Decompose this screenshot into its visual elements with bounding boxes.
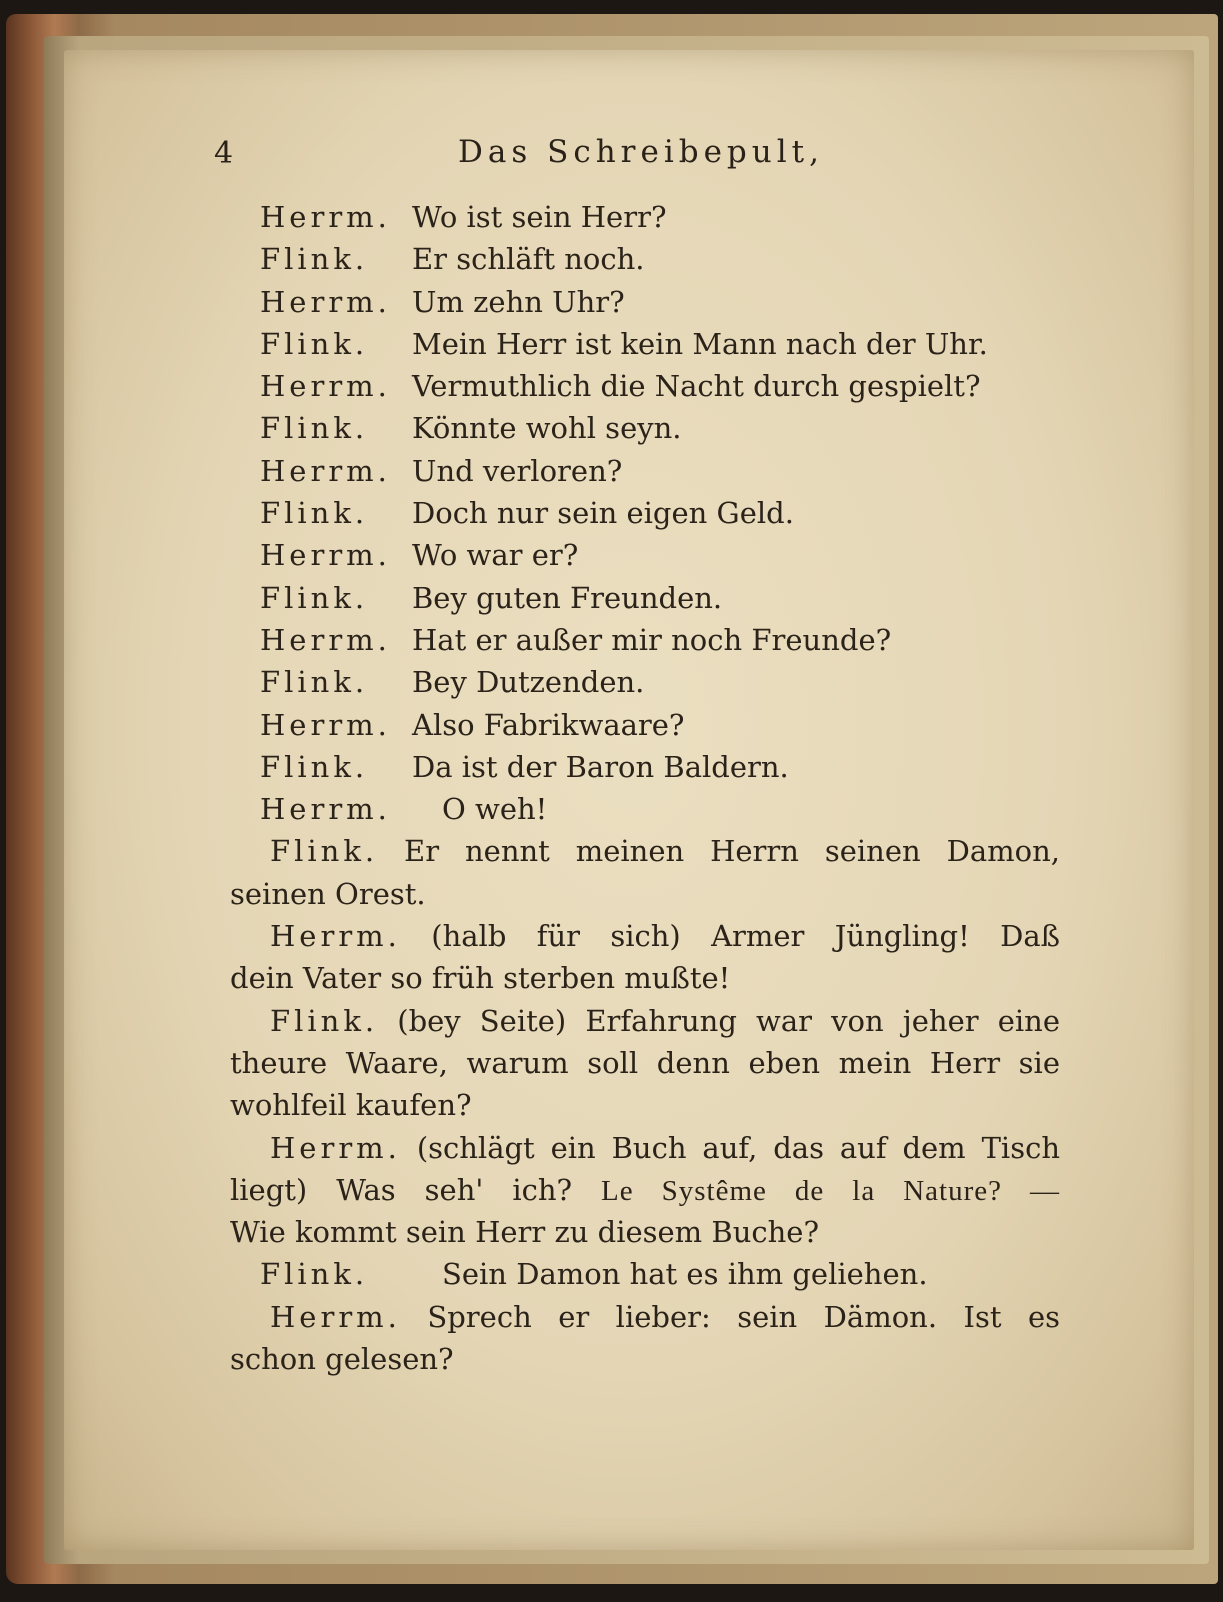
speech-text: Doch nur sein eigen Geld. bbox=[412, 496, 794, 531]
speaker-name: Flink. bbox=[270, 834, 379, 869]
dialogue-line bbox=[230, 661, 1060, 703]
speech-text: dein Vater so früh sterben mußte! bbox=[230, 961, 731, 996]
speech-text: Sein Damon hat es ihm geliehen. bbox=[442, 1257, 928, 1292]
speaker-name: Flink. bbox=[260, 749, 369, 784]
speech-text: schon gelesen? bbox=[230, 1342, 454, 1377]
speech-text: Vermuthlich die Nacht durch gespielt? bbox=[412, 369, 981, 404]
speech-text: wohlfeil kaufen? bbox=[230, 1088, 472, 1123]
speaker-name: Herrm. bbox=[260, 453, 391, 488]
speaker-name: Herrm. bbox=[260, 200, 391, 234]
dialogue-line bbox=[230, 619, 1060, 661]
speech-text: Mein Herr ist kein Mann nach der Uhr. bbox=[412, 326, 988, 361]
speaker-name: Flink. bbox=[260, 580, 369, 615]
page-number: 4 bbox=[214, 136, 234, 171]
dialogue-continuation bbox=[230, 1211, 1060, 1253]
speech-text: Um zehn Uhr? bbox=[412, 284, 625, 319]
speaker-name: Herrm. bbox=[260, 369, 391, 404]
speech-text: Wo ist sein Herr? bbox=[412, 200, 667, 234]
speaker-name: Flink. bbox=[260, 665, 369, 700]
speech-text: (schlägt ein Buch auf, das auf dem Tisch bbox=[416, 1130, 1060, 1165]
speech-text: (bey Seite) Erfahrung war von jeher eine bbox=[397, 1003, 1060, 1038]
dialogue-line bbox=[230, 915, 1060, 957]
speaker-name: Herrm. bbox=[260, 707, 391, 742]
dialogue-continuation bbox=[230, 1084, 1060, 1126]
dialogue-line bbox=[230, 830, 1060, 872]
dialogue-line bbox=[230, 323, 1060, 365]
dialogue-line bbox=[230, 492, 1060, 534]
dialogue-text bbox=[230, 196, 1060, 1380]
dialogue-line bbox=[230, 196, 1060, 238]
speech-text: Bey guten Freunden. bbox=[412, 580, 723, 615]
speech-text: Bey Dutzenden. bbox=[412, 665, 645, 700]
speaker-name: Flink. bbox=[260, 1257, 369, 1292]
speaker-name: Herrm. bbox=[270, 919, 401, 954]
speech-text: Da ist der Baron Baldern. bbox=[412, 749, 789, 784]
speech-text: Und verloren? bbox=[412, 453, 623, 488]
dialogue-line bbox=[230, 1127, 1060, 1169]
dialogue-continuation bbox=[230, 1169, 1060, 1211]
dialogue-line bbox=[230, 704, 1060, 746]
dialogue-line bbox=[230, 238, 1060, 280]
speaker-name: Flink. bbox=[270, 1003, 379, 1038]
dialogue-line bbox=[230, 450, 1060, 492]
dialogue-continuation bbox=[230, 957, 1060, 999]
speech-text: O weh! bbox=[442, 792, 548, 827]
speech-text: Wo war er? bbox=[412, 538, 579, 573]
dialogue-line bbox=[230, 1253, 1060, 1295]
dialogue-line bbox=[230, 365, 1060, 407]
speaker-name: Herrm. bbox=[260, 538, 391, 573]
speech-text: liegt) Was seh' ich? bbox=[230, 1172, 573, 1207]
dialogue-line bbox=[230, 577, 1060, 619]
dialogue-line bbox=[230, 534, 1060, 576]
dialogue-line bbox=[230, 281, 1060, 323]
speech-text: Wie kommt sein Herr zu diesem Buche? bbox=[230, 1215, 820, 1250]
book-title-latin: Le Systême de la Nature? — bbox=[601, 1174, 1061, 1207]
dialogue-line bbox=[230, 407, 1060, 449]
speech-text: Hat er außer mir noch Freunde? bbox=[412, 622, 892, 657]
speaker-name: Herrm. bbox=[270, 1130, 401, 1165]
speech-text: Er schläft noch. bbox=[412, 242, 645, 277]
dialogue-continuation bbox=[230, 873, 1060, 915]
speaker-name: Flink. bbox=[260, 326, 369, 361]
speech-text: theure Waare, warum soll denn eben mein Herr sie bbox=[230, 1045, 1060, 1080]
dialogue-continuation bbox=[230, 1338, 1060, 1380]
speaker-name: Flink. bbox=[260, 242, 369, 277]
speaker-name: Herrm. bbox=[270, 1299, 401, 1334]
speech-text: Könnte wohl seyn. bbox=[412, 411, 682, 446]
dialogue-line bbox=[230, 1000, 1060, 1042]
speech-text: Sprech er lieber: sein Dämon. Ist es bbox=[427, 1299, 1061, 1334]
speaker-name: Herrm. bbox=[260, 622, 391, 657]
speech-text: Er nennt meinen Herrn seinen Damon, bbox=[404, 834, 1060, 869]
speaker-name: Flink. bbox=[260, 496, 369, 531]
speaker-name: Herrm. bbox=[260, 792, 391, 827]
speech-text: Also Fabrikwaare? bbox=[412, 707, 685, 742]
running-title: Das Schreibepult, bbox=[458, 134, 824, 170]
speech-text: (halb für sich) Armer Jüngling! Daß bbox=[431, 919, 1061, 954]
speaker-name: Flink. bbox=[260, 411, 369, 446]
dialogue-line bbox=[230, 1296, 1060, 1338]
dialogue-line bbox=[230, 788, 1060, 830]
dialogue-continuation bbox=[230, 1042, 1060, 1084]
speech-text: seinen Orest. bbox=[230, 876, 426, 911]
dialogue-line bbox=[230, 746, 1060, 788]
speaker-name: Herrm. bbox=[260, 284, 391, 319]
